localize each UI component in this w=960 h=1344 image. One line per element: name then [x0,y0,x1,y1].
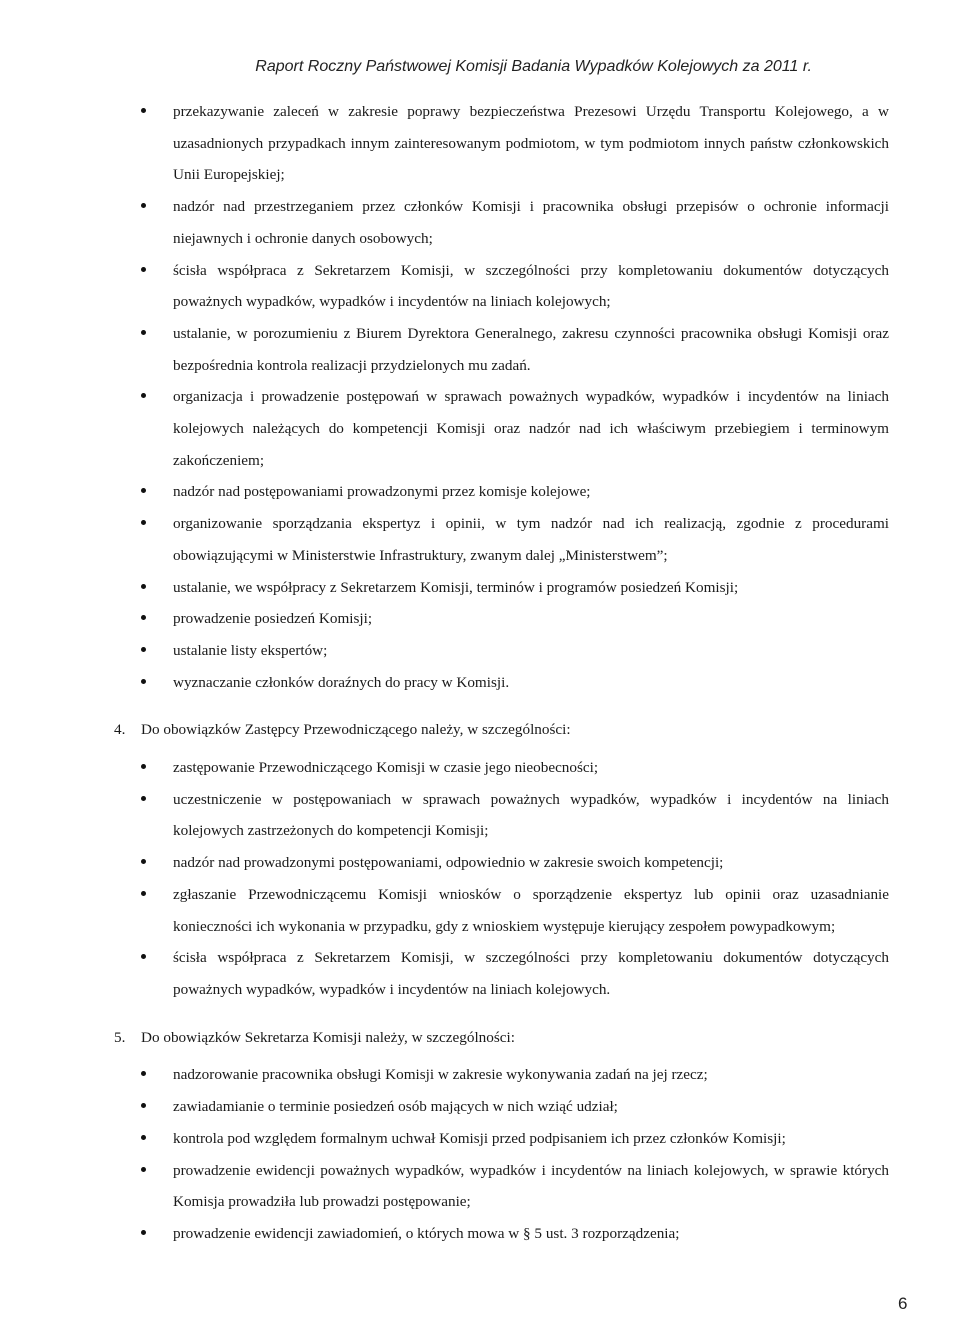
list-item: ustalanie listy ekspertów; [173,635,889,667]
deputy-chairman-duties-list [0,752,960,1006]
list-item: kontrola pod względem formalnym uchwał Komisji przed podpisaniem ich przez członków Komisji; [173,1123,889,1155]
section-number: 5. [114,1028,126,1046]
list-item: uczestniczenie w postępowaniach w sprawach poważnych wypadków, wypadków i incydentów na liniach kolejowych zastrzeżonych do kompetencji Komisji; [173,784,889,847]
list-item: ustalanie, we współpracy z Sekretarzem Komisji, terminów i programów posiedzeń Komisji; [173,572,889,604]
duties-list-continued [0,96,960,698]
section-heading-text: Do obowiązków Sekretarza Komisji należy, w szczególności: [141,1028,515,1046]
list-item: organizowanie sporządzania ekspertyz i opinii, w tym nadzór nad ich realizacją, zgodnie z procedurami obowiązującymi w Ministerstwie Infrastruktury, zwanym dalej „Ministerstwem”; [173,508,889,571]
list-item: ścisła współpraca z Sekretarzem Komisji, w szczególności przy kompletowaniu dokumentów dotyczących poważnych wypadków, wypadków i incydentów na liniach kolejowych; [173,255,889,318]
list-item: ustalanie, w porozumieniu z Biurem Dyrektora Generalnego, zakresu czynności pracownika obsługi Komisji oraz bezpośrednia kontrola realizacji przydzielonych mu zadań. [173,318,889,381]
list-item: prowadzenie ewidencji poważnych wypadków, wypadków i incydentów na liniach kolejowych, w sprawie których Komisja prowadziła lub prowadzi postępowanie; [173,1155,889,1218]
page-header: Raport Roczny Państwowej Komisji Badania Wypadków Kolejowych za 2011 r. [255,58,812,75]
list-item: prowadzenie ewidencji zawiadomień, o których mowa w § 5 ust. 3 rozporządzenia; [173,1218,889,1250]
list-item: organizacja i prowadzenie postępowań w sprawach poważnych wypadków, wypadków i incydentów na liniach kolejowych należących do kompetencji Komisji oraz nadzór nad ich właściwym przebiegiem i terminowym zakończeniem; [173,381,889,476]
list-item: zgłaszanie Przewodniczącemu Komisji wniosków o sporządzenie ekspertyz lub opinii oraz uzasadnianie konieczności ich wykonania w przypadku, gdy z wnioskiem występuje kierujący zespołem powypadkowym; [173,879,889,942]
section-heading-secretary [114,1022,960,1054]
list-item: ścisła współpraca z Sekretarzem Komisji, w szczególności przy kompletowaniu dokumentów dotyczących poważnych wypadków, wypadków i incydentów na liniach kolejowych. [173,942,889,1005]
list-item: zawiadamianie o terminie posiedzeń osób mających w nich wziąć udział; [173,1091,889,1123]
list-item: wyznaczanie członków doraźnych do pracy w Komisji. [173,667,889,699]
list-item: prowadzenie posiedzeń Komisji; [173,603,889,635]
section-heading-text: Do obowiązków Zastępcy Przewodniczącego należy, w szczególności: [141,721,571,739]
section-heading-deputy-chairman [114,714,960,746]
list-item: nadzór nad postępowaniami prowadzonymi przez komisje kolejowe; [173,476,889,508]
list-item: przekazywanie zaleceń w zakresie poprawy bezpieczeństwa Prezesowi Urzędu Transportu Kolejowego, a w uzasadnionych przypadkach innym zainteresowanym podmiotom, w tym podmiotom innych państw członkowskich Unii Europejskiej; [173,96,889,191]
section-number: 4. [114,721,126,739]
secretary-duties-list [0,1059,960,1249]
document-body [0,96,960,1250]
list-item: nadzorowanie pracownika obsługi Komisji w zakresie wykonywania zadań na jej rzecz; [173,1059,889,1091]
list-item: zastępowanie Przewodniczącego Komisji w czasie jego nieobecności; [173,752,889,784]
page-number: 6 [898,1294,908,1313]
list-item: nadzór nad przestrzeganiem przez członków Komisji i pracownika obsługi przepisów o ochronie informacji niejawnych i ochronie danych osobowych; [173,191,889,254]
list-item: nadzór nad prowadzonymi postępowaniami, odpowiednio w zakresie swoich kompetencji; [173,847,889,879]
